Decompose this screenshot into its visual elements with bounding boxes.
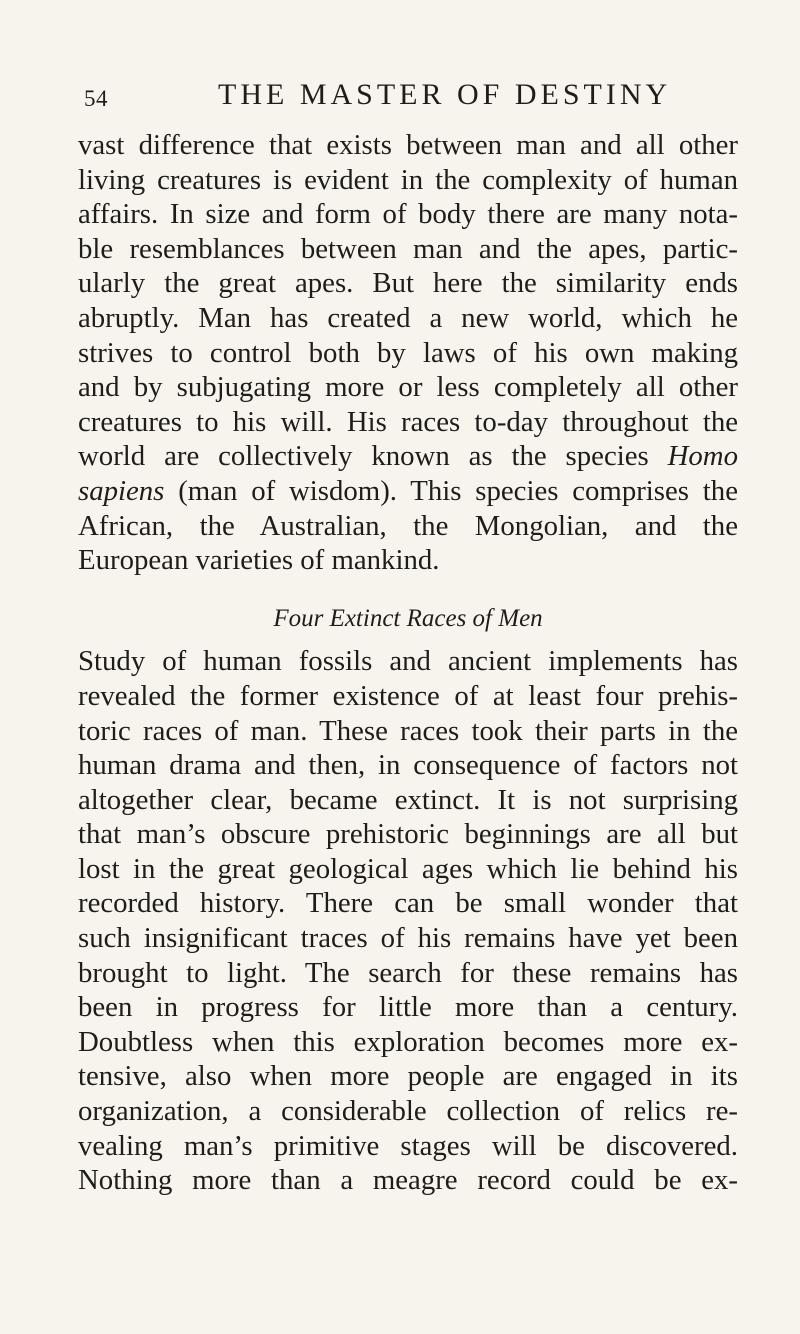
paragraph-2 — [78, 644, 738, 1198]
text-line — [78, 439, 738, 474]
page-header — [78, 78, 738, 118]
text-line: brought to light. The search for these remains has — [78, 956, 738, 989]
text-line: abruptly. Man has created a new world, which he — [78, 301, 738, 334]
text-line: tensive, also when more people are engaged in its — [78, 1060, 738, 1093]
section-subheading: Four Extinct Races of Men — [273, 604, 543, 632]
text-line: European varieties of mankind. — [78, 544, 440, 577]
text-line: revealed the former existence of at least four prehis- — [78, 679, 738, 712]
text-line: been in progress for little more than a century. — [78, 991, 738, 1024]
text-line: ble resemblances between man and the apes, partic- — [78, 232, 738, 265]
species-name-homo: Homo — [667, 440, 738, 473]
paragraph-1 — [78, 128, 738, 578]
text-line: altogether clear, became extinct. It is not surprising — [78, 783, 738, 816]
text-segment: (man of wisdom). This species comprises the — [164, 474, 738, 507]
text-line: recorded history. There can be small wonder that — [78, 887, 738, 920]
text-line: such insignificant traces of his remains have yet been — [78, 922, 738, 955]
text-line: vealing man’s primitive stages will be discovered. — [78, 1129, 738, 1162]
species-name-sapiens: sapiens — [78, 474, 165, 507]
text-line: organization, a considerable collection of relics re- — [78, 1095, 738, 1128]
text-line: toric races of man. These races took their parts in the — [78, 714, 738, 747]
body-text — [78, 128, 738, 1198]
text-line — [78, 474, 738, 509]
spacer — [78, 636, 738, 644]
text-line: creatures to his will. His races to-day throughout the — [78, 405, 738, 438]
spacer — [78, 578, 738, 602]
text-line: affairs. In size and form of body there are many nota- — [78, 198, 738, 231]
text-segment: world are collectively known as the species — [78, 440, 668, 473]
text-line: lost in the great geological ages which lie behind his — [78, 852, 738, 885]
text-line: human drama and then, in consequence of factors not — [78, 749, 738, 782]
page-number: 54 — [84, 86, 108, 111]
text-line: that man’s obscure prehistoric beginnings are all but — [78, 818, 738, 851]
text-line: and by subjugating more or less completely all other — [78, 371, 738, 404]
text-line: Doubtless when this exploration becomes more ex- — [78, 1025, 738, 1058]
text-line: Nothing more than a meagre record could be ex- — [78, 1164, 738, 1197]
text-line: living creatures is evident in the complexity of human — [78, 163, 738, 196]
text-line: African, the Australian, the Mongolian, and the — [78, 509, 738, 542]
text-line: Study of human fossils and ancient implements has — [78, 645, 738, 678]
text-line: vast difference that exists between man and all other — [78, 129, 738, 161]
text-line: strives to control both by laws of his own making — [78, 336, 738, 369]
text-line: ularly the great apes. But here the similarity ends — [78, 267, 738, 300]
running-head: THE MASTER OF DESTINY — [218, 78, 672, 111]
